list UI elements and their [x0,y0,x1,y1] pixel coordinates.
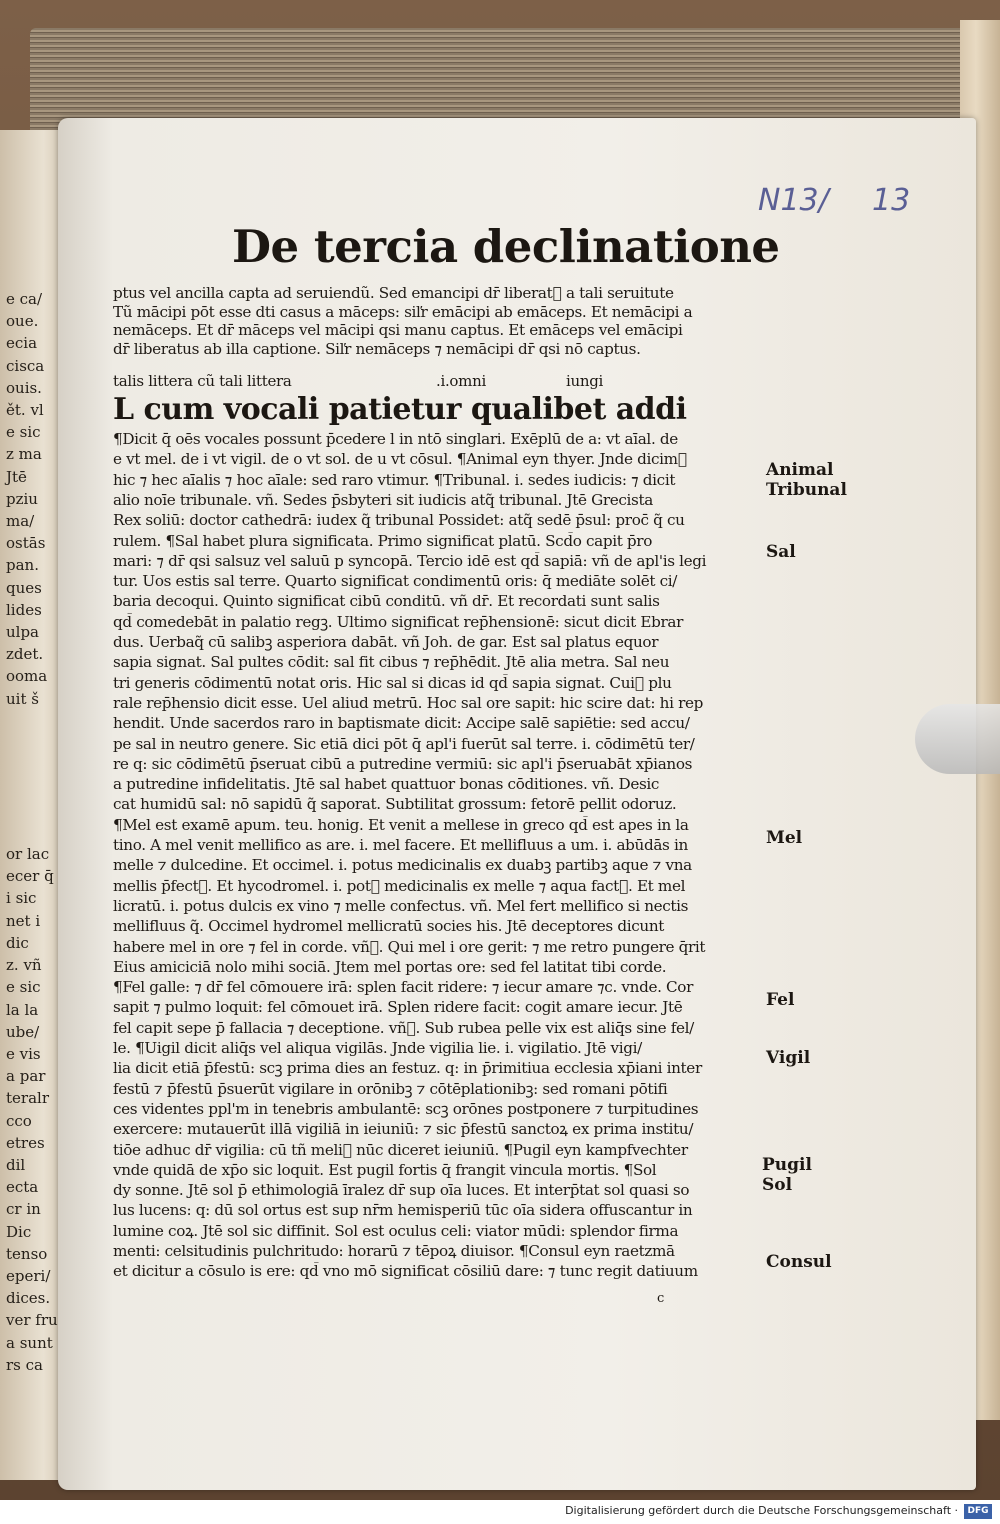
margin-note-sol: Sol [762,1175,793,1195]
body-line: alio noīe tribunale. vñ. Sedes p̄sbyteri sit iudicis atq̃ tribunal. Jtē Grecista [113,490,653,509]
signature-mark: c [657,1291,665,1306]
funding-credit: Digitalisierung gefördert durch die Deutsche Forschungsgemeinschaft · [565,1504,958,1517]
intro-line: nemāceps. Et dr̄ māceps vel mācipi qsi manu captus. Et emāceps vel emācipi [113,321,683,339]
folio-number-right: 13 [872,183,911,218]
body-line: dy sonne. Jtē sol p̄ ethimologiā īralez dr̄ sup oīa luces. Et interp̄tat sol quasi so [113,1181,690,1200]
section-heading: L cum vocali patietur qualibet addi [113,392,687,427]
margin-note-fel: Fel [766,990,795,1010]
body-line: tiōe adhuc dr̄ vigilia: cū tñ meli᷒ nūc diceret ieiuniū. ¶Pugil eyn kampfvechter [113,1140,688,1159]
body-line: pe sal in neutro genere. Sic etiā dici pōt q̄ apl'i fuerūt sal terre. i. cōdimētū ter/ [113,734,695,753]
body-line: ¶Mel est examē apum. teu. honig. Et venit a mellese in greco qd̄ est apes in la [113,815,689,834]
folio-number-left: N13/ [758,183,829,218]
body-line: a putredine infidelitatis. Jtē sal habet quattuor bonas cōditiones. vñ. Desic [113,775,660,794]
body-line: hendit. Unde sacerdos raro in baptismate dicit: Accipe salē sapiētie: sed accu/ [113,714,690,733]
body-line: sapit ⁊ pulmo loquit: fel cōmouet irā. Splen ridere facit: cogit amare iecur. Jtē [113,998,683,1017]
margin-note-consul: Consul [766,1252,832,1272]
body-line: tur. Uos estis sal terre. Quarto significat condimentū oris: q̄ mediāte solēt ci/ [113,572,678,591]
page-title: De tercia declinatione [232,220,780,273]
page-clip [915,704,1000,774]
body-line: ces videntes ppl'm in tenebris ambulantē: scꝫ orōnes postponere ⁊ turpitudines [113,1099,699,1118]
body-line: rulem. ¶Sal habet plura significata. Primo significat platū. Scd̄o capit p̄ro [113,531,653,550]
body-line: ¶Dicit q̄ oēs vocales possunt p̄cedere l in ntō singlari. Exēplū de a: vt aīal. de [113,430,678,448]
intro-line: ptus vel ancilla capta ad seruiendũ. Sed emancipi dr̄ liberat᷒ a tali seruitute [113,284,674,302]
body-line: mellifluus q̃. Occimel hydromel mellicratū socies his. Jtē deceptores dicunt [113,917,665,936]
margin-note-pugil: Pugil [762,1155,812,1175]
body-line: hic ⁊ hec aīalis ⁊ hoc aīale: sed raro vtimur. ¶Tribunal. i. sedes iudicis: ⁊ dicit [113,470,676,489]
body-line: Eius amiciciā nolo mihi sociā. Jtem mel portas ore: sed fel latitat tibi corde. [113,957,667,976]
footer-bar [0,1500,1000,1524]
margin-note-sal: Sal [766,542,796,562]
body-line: Rex soliū: doctor cathedrā: iudex q̃ tribunal Possidet: atq̃ sedē p̄sul: proc̄ q̃ cu [113,511,685,530]
body-line: e vt mel. de i vt vigil. de o vt sol. de u vt cōsul. ¶Animal eyn thyer. Jnde dicim᷒ [113,450,687,469]
body-line: lus lucens: q: dū sol ortus est sup nr̄m hemisperiū tūc oīa sidera offuscantur in [113,1201,693,1220]
body-line: cat humidū sal: nō sapidū q̃ saporat. Subtilitat grossum: fetorē pellit odoruz. [113,795,677,814]
body-line: rale rep̄hensio dicit esse. Uel aliud metrū. Hoc sal ore sapit: hic scire dat: hi rep [113,693,704,712]
margin-note-tribunal: Tribunal [766,480,847,500]
body-line: tino. A mel venit mellifico as are. i. mel facere. Et mellifluus a um. i. abūdās in [113,836,688,854]
body-line: le. ¶Uigil dicit aliq̄s vel aliqua vigilās. Jnde vigilia lie. i. vigilatio. Jtē vigi/ [113,1039,642,1057]
body-line: sapia signat. Sal pultes cōdit: sal fit cibus ⁊ rep̄hēdit. Jtē alia metra. Sal neu [113,653,670,672]
body-line: baria decoqui. Quinto significat cibū conditū. vñ dr̄. Et recordati sunt salis [113,592,660,611]
body-line: fel capit sepe p̄ fallacia ⁊ deceptione. vñ᷒. Sub rubea pelle vix est aliq̄s sine fel/ [113,1018,694,1037]
gloss-right: iungi [566,372,604,390]
intro-line: Tũ mācipi pōt esse dti casus a māceps: siľr emācipi ab emāceps. Et nemācipi a [113,302,693,321]
body-line: melle ⁊ dulcedine. Et occimel. i. potus medicinalis ex duabꝫ partibꝫ aque ⁊ vna [113,856,692,875]
body-line: lumine coꝝ. Jtē sol sic diffinit. Sol est oculus celi: viator mūdi: splendor firma [113,1221,679,1240]
body-line: dus. Uerbaq̃ cū salibꝫ asperiora dabāt. vñ Joh. de gar. Est sal platus equor [113,633,659,651]
body-line: qd̄ comedebāt in palatio regꝫ. Ultimo significat rep̄hensionē: sicut dicit Ebrar [113,612,684,631]
body-line: habere mel in ore ⁊ fel in corde. vñ᷒. Qui mel i ore gerit: ⁊ me retro pungere q̄rit [113,937,706,956]
body-line: licratū. i. potus dulcis ex vino ⁊ melle confectus. vñ. Mel fert mellifico si nectis [113,896,689,915]
body-line: et dicitur a cōsulo is ere: qd̄ vno mō significat cōsiliū dare: ⁊ tunc regit datiuum [113,1262,698,1281]
body-line: tri generis cōdimentū notat oris. Hic sal si dicas id qd̄ sapia signat. Cui᷒ plu [113,673,672,692]
gloss-middle: .i.omni [436,372,486,390]
dfg-logo: DFG [964,1504,992,1519]
margin-note-animal: Animal [766,460,834,480]
body-line: festū ⁊ p̄festū p̄suerūt vigilare in orōnibꝫ ⁊ cōtēplationibꝫ: sed romani pōtifi [113,1079,668,1098]
body-line: lia dicit etiā p̄festū: scꝫ prima dies an festuz. q: in p̄rimitiua ecclesia xp̄iani inter [113,1059,702,1078]
facing-page-left [0,130,62,1480]
gloss-left: talis littera cũ tali littera [113,372,292,390]
margin-note-mel: Mel [766,828,803,848]
body-line: ¶Fel galle: ⁊ dr̄ fel cōmouere irā: splen facit ridere: ⁊ iecur amare ⁊c. vnde. Cor [113,978,694,997]
body-line: mellis p̄fect᷒. Et hycodromel. i. pot᷒ medicinalis ex melle ⁊ aqua fact᷒. Et mel [113,876,686,895]
body-line: mari: ⁊ dr̄ qsi salsuz vel saluū p syncopā. Tercio idē est qd̄ sapiā: vñ de apl'is legi [113,551,707,570]
body-line: exercere: mutauerūt illā vigiliā in ieiuniū: ⁊ sic p̄festū sanctoꝝ ex prima institu/ [113,1120,694,1139]
body-line: vnde quidā de xp̄o sic loquit. Est pugil fortis q̄ frangit vincula mortis. ¶Sol [113,1160,657,1179]
intro-line: dr̄ liberatus ab illa captione. Siľr nemāceps ⁊ nemācipi dr̄ qsi nō captus. [113,339,641,358]
body-line: re q: sic cōdimētū p̄seruat cibū a putredine vermiū: sic apl'i p̄seruabāt xp̄ianos [113,754,693,773]
facing-page-text: e ca/ oue. ecia cisca ouis. ět. vl e sic z ma Jtē pziu ma/ ostās pan. ques lides ulpa zdet. ooma uit š or lac ecer q̄ i sic net i dic z. vñ e sic la la ube/ e vis a par teralr cco etres dil ecta cr in Dic tenso eperi/ dices. ver fru a sunt rs ca [6,290,58,1374]
margin-note-vigil: Vigil [766,1048,811,1068]
body-line: menti: celsitudinis pulchritudo: horarū ⁊ tēpoꝝ diuisor. ¶Consul eyn raetzmā [113,1242,675,1260]
